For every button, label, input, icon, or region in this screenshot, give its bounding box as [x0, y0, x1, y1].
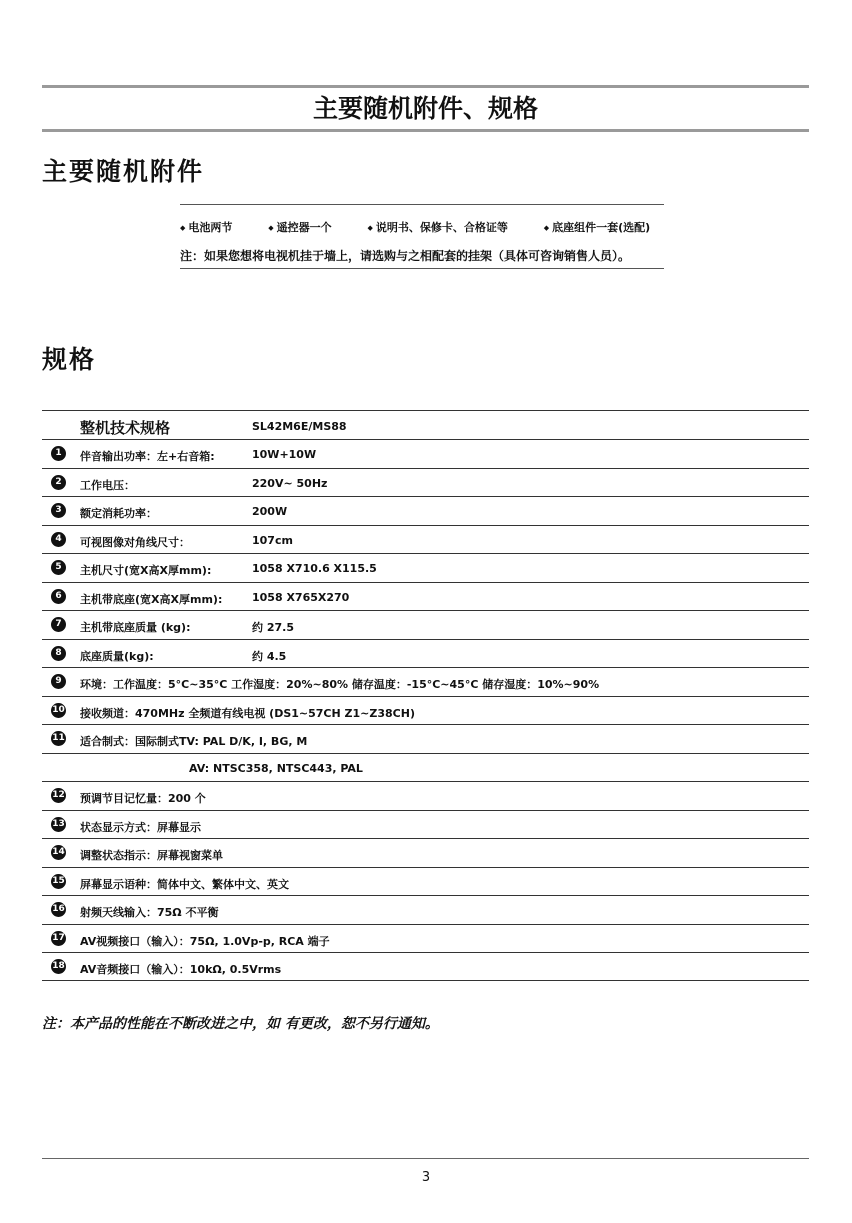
spec-text: 状态显示方式：屏幕显示 [80, 820, 201, 834]
item-number: 6 [51, 589, 66, 604]
item-number: 12 [51, 788, 66, 803]
spec-row [42, 610, 809, 639]
accessories-note: 注：如果您想将电视机挂于墙上，请选购与之相配套的挂架（具体可咨询销售人员）。 [180, 249, 631, 263]
item-number: 11 [51, 731, 66, 746]
spec-label: 工作电压： [80, 478, 135, 492]
accessory-item: ◆ 说明书、保修卡、合格证等 [367, 221, 508, 234]
spec-row [42, 468, 809, 497]
spec-row [42, 439, 809, 468]
item-number: 17 [51, 931, 66, 946]
item-number: 15 [51, 874, 66, 889]
spec-row [42, 525, 809, 554]
spec-text: 预调节目记忆量：200 个 [80, 792, 206, 805]
spec-label: 额定消耗功率： [80, 507, 157, 520]
spec-text: AV视频接口（输入）：75Ω, 1.0Vp-p, RCA 端子 [80, 934, 330, 948]
spec-text: 接收频道：470MHz 全频道有线电视 (DS1~57CH Z1~Z38CH) [80, 706, 415, 720]
spec-text: 屏幕显示语种：简体中文、繁体中文、英文 [80, 877, 289, 891]
spec-text: 环境：工作温度：5°C~35°C 工作湿度：20%~80% 储存温度：-15°C~45°C 储存湿度：10%~90% [80, 678, 600, 691]
spec-value: 1058 X765X270 [252, 590, 350, 604]
spec-row-continuation [42, 753, 809, 782]
item-number: 16 [51, 902, 66, 917]
spec-text: 调整状态指示：屏幕视窗菜单 [80, 849, 223, 862]
spec-label: 可视图像对角线尺寸： [80, 535, 190, 549]
spec-row [42, 553, 809, 582]
item-number: 4 [51, 532, 66, 547]
spec-value: 10W+10W [252, 448, 317, 461]
accessories-list [180, 219, 682, 235]
accessories-bottom-rule [180, 268, 664, 269]
item-number: 3 [51, 503, 66, 518]
spec-label: 底座质量(kg): [80, 649, 154, 663]
spec-row [42, 696, 809, 725]
spec-table-label: 整机技术规格 [80, 419, 171, 437]
accessory-item: ◆ 遥控器一个 [268, 221, 332, 234]
spec-label: 主机尺寸(宽X高X厚mm): [80, 564, 212, 577]
item-number: 14 [51, 845, 66, 860]
item-number: 7 [51, 617, 66, 632]
header-top-rule [42, 85, 809, 88]
disclaimer-note: 注：本产品的性能在不断改进之中，如 有更改，恕不另行通知。 [42, 1016, 439, 1032]
accessories-top-rule [180, 204, 664, 205]
spec-value: 约 27.5 [252, 621, 294, 634]
spec-row [42, 838, 809, 867]
spec-row [42, 924, 809, 953]
spec-value: 200W [252, 505, 288, 518]
spec-table [42, 410, 809, 981]
spec-header-row [42, 410, 809, 439]
spec-value: 约 4.5 [252, 649, 287, 663]
model-number: SL42M6E/MS88 [252, 420, 347, 433]
spec-row [42, 952, 809, 981]
header-bottom-rule [42, 129, 809, 132]
spec-value: 107cm [252, 533, 293, 547]
spec-row [42, 895, 809, 924]
spec-value: 220V~ 50Hz [252, 476, 328, 490]
accessories-heading: 主要随机附件 [42, 157, 205, 186]
item-number: 10 [51, 703, 66, 718]
spec-label: 伴音输出功率：左+右音箱: [80, 450, 215, 463]
spec-row [42, 667, 809, 696]
page-title: 主要随机附件、规格 [312, 94, 538, 123]
item-number: 9 [51, 674, 66, 689]
item-number: 1 [51, 446, 66, 461]
spec-row [42, 781, 809, 810]
accessory-item: ◆ 底座组件一套(选配) [543, 221, 651, 234]
spec-text: 射频天线输入：75Ω 不平衡 [80, 906, 219, 919]
spec-label: 主机带底座质量 (kg): [80, 621, 191, 634]
spec-text: 适合制式：国际制式TV: PAL D/K, I, BG, M [80, 735, 308, 748]
spec-row [42, 810, 809, 839]
spec-text: AV: NTSC358, NTSC443, PAL [189, 761, 363, 775]
spec-row [42, 639, 809, 668]
spec-label: 主机带底座(宽X高X厚mm): [80, 592, 223, 606]
spec-row [42, 496, 809, 525]
footer-rule [42, 1158, 809, 1159]
spec-row [42, 582, 809, 611]
spec-row [42, 867, 809, 896]
item-number: 18 [51, 959, 66, 974]
specs-heading: 规格 [42, 345, 97, 374]
spec-value: 1058 X710.6 X115.5 [252, 562, 377, 575]
item-number: 8 [51, 646, 66, 661]
item-number: 13 [51, 817, 66, 832]
spec-row [42, 724, 809, 753]
spec-text: AV音频接口（输入）：10kΩ, 0.5Vrms [80, 963, 282, 976]
page-number: 3 [421, 1170, 431, 1185]
item-number: 2 [51, 475, 66, 490]
item-number: 5 [51, 560, 66, 575]
accessory-item: ◆ 电池两节 [180, 221, 233, 234]
